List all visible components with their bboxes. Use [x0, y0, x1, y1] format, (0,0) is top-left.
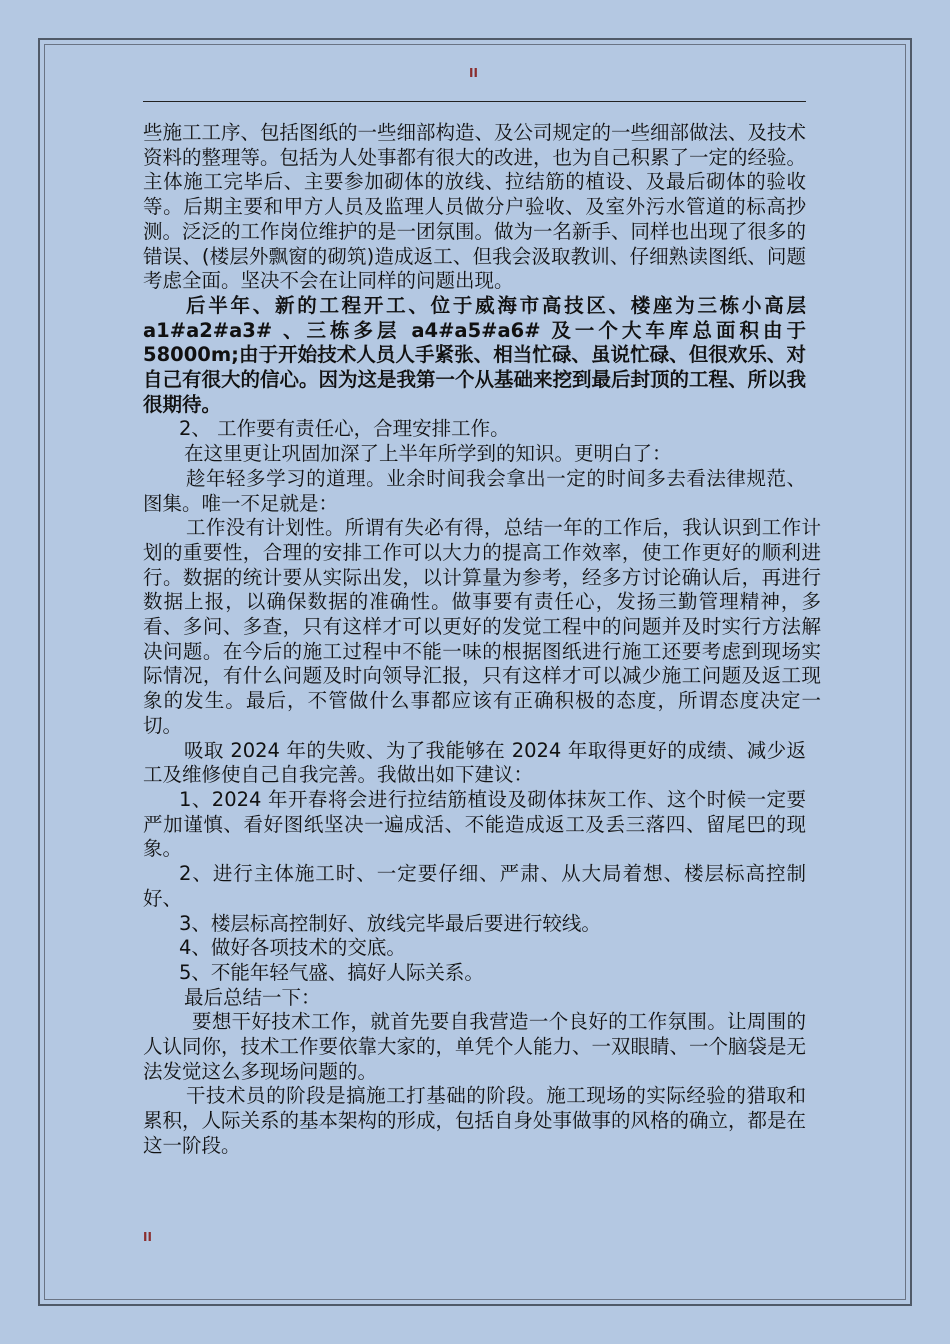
paragraph-9: 2、进行主体施工时、一定要仔细、严肃、从大局着想、楼层标高控制好、: [143, 862, 806, 910]
paragraph-7: 吸取 2024 年的失败、为了我能够在 2024 年取得更好的成绩、减少返工及维修使自己自我完善。我做出如下建议：: [143, 738, 806, 787]
paragraph-3: 2、 工作要有责任心，合理安排工作。: [179, 417, 510, 441]
paragraph-13: 最后总结一下：: [184, 985, 321, 1009]
document-body: [143, 121, 821, 1159]
paragraph-2: 后半年、新的工程开工、位于威海市高技区、楼座为三栋小高层 a1#a2#a3# 、三栋多层 a4#a5#a6# 及一个大车库总面积由于 58000m;由于开始技术人员人手紧张、相当忙碌、虽说忙碌、但很欢乐、对自己有很大的信心。因为这是我第一个从基础来挖到最后封顶的工程、所以我很期待。: [143, 293, 807, 416]
paragraph-6: 工作没有计划性。所谓有失必有得，总结一年的工作后，我认识到工作计划的重要性，合理的安排工作可以大力的提高工作效率，使工作更好的顺利进行。数据的统计要从实际出发，以计算量为参考，经多方讨论确认后，再进行数据上报，以确保数据的准确性。做事要有责任心，发扬三勤管理精神，多看、多问、多查，只有这样才可以更好的发觉工程中的问题并及时实行方法解决问题。在今后的施工过程中不能一味的根据图纸进行施工还要考虑到现场实际情况，有什么问题及时向领导汇报，只有这样才可以减少施工问题及返工现象的发生。最后，不管做什么事都应该有正确积极的态度，所谓态度决定一切。: [143, 516, 821, 737]
paragraph-12: 5、不能年轻气盛、搞好人际关系。: [179, 960, 484, 984]
paragraph-10: 3、楼层标高控制好、放线完毕最后要进行较线。: [179, 911, 601, 935]
paragraph-15: 干技术员的阶段是搞施工打基础的阶段。施工现场的实际经验的猎取和累积，人际关系的基本架构的形成，包括自身处事做事的风格的确立，都是在这一阶段。: [143, 1084, 807, 1157]
header-page-mark: II: [469, 66, 478, 80]
paragraph-11: 4、做好各项技术的交底。: [179, 936, 406, 960]
paragraph-14: 要想干好技术工作，就首先要自我营造一个良好的工作氛围。让周围的人认同你，技术工作要依靠大家的，单凭个人能力、一双眼睛、一个脑袋是无法发觉这么多现场问题的。: [143, 1010, 807, 1083]
paragraph-4: 在这里更让巩固加深了上半年所学到的知识。更明白了：: [184, 442, 672, 466]
paragraph-8: 1、2024 年开春将会进行拉结筋植设及砌体抹灰工作、这个时候一定要严加谨慎、看好图纸坚决一遍成活、不能造成返工及丢三落四、留尾巴的现象。: [143, 787, 806, 861]
paragraph-1: 些施工工序、包括图纸的一些细部构造、及公司规定的一些细部做法、及技术资料的整理等。包括为人处事都有很大的改进，也为自己积累了一定的经验。主体施工完毕后、主要参加砌体的放线、拉结筋的植设、及最后砌体的验收等。后期主要和甲方人员及监理人员做分户验收、及室外污水管道的标高抄测。泛泛的工作岗位维护的是一团氛围。做为一名新手、同样也出现了很多的错误、(楼层外飘窗的砌筑)造成返工、但我会汲取教训、仔细熟读图纸、问题考虑全面。坚决不会在让同样的问题出现。: [143, 121, 807, 293]
header-divider: [143, 101, 806, 102]
paragraph-5: 趁年轻多学习的道理。业余时间我会拿出一定的时间多去看法律规范、图集。唯一不足就是：: [143, 466, 806, 515]
footer-page-mark: II: [143, 1230, 152, 1244]
